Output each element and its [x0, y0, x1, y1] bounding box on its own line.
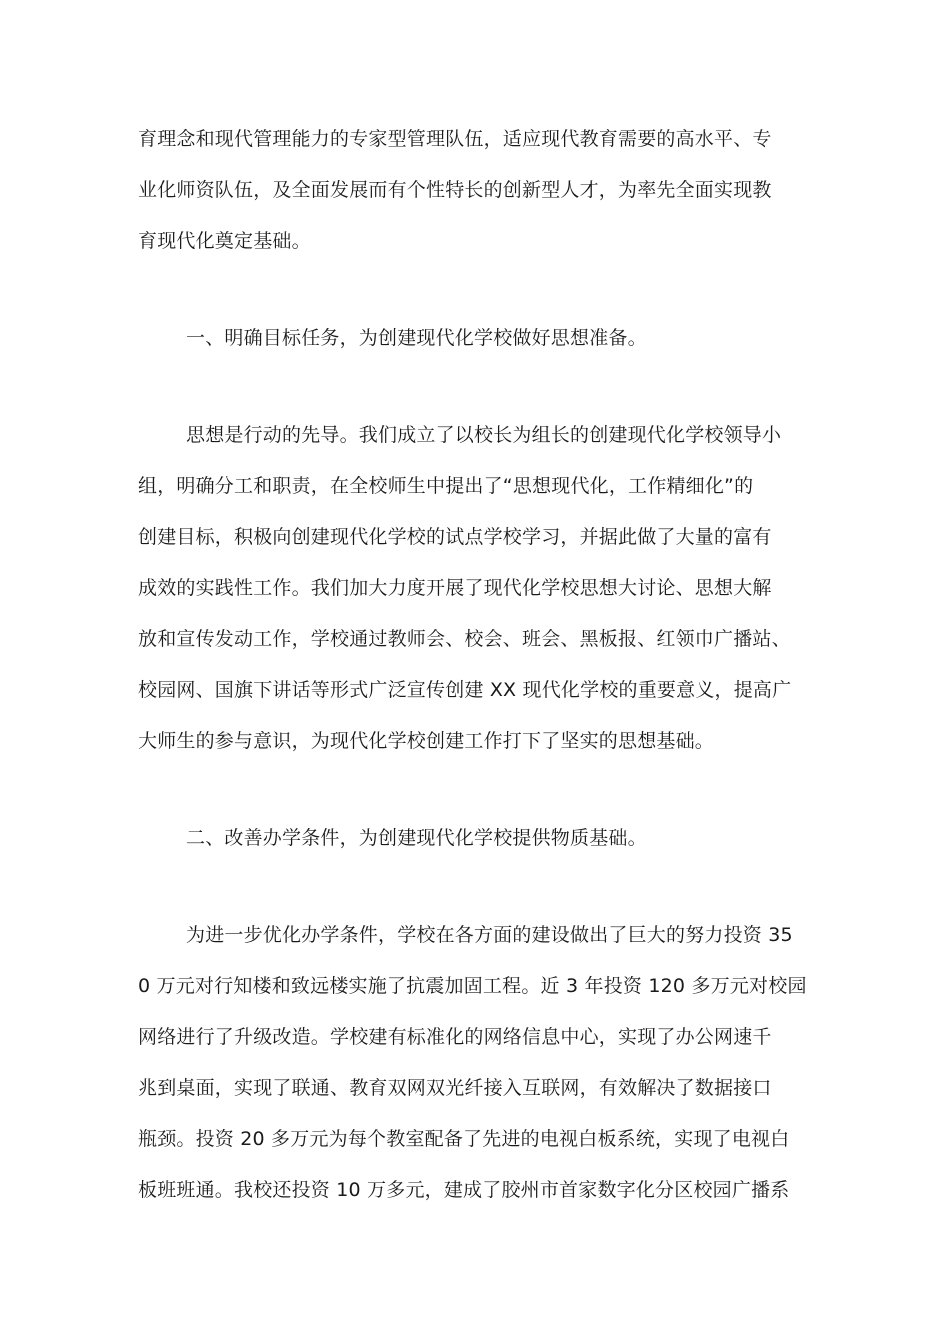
intro-line-1: 育理念和现代管理能力的专家型管理队伍，适应现代教育需要的高水平、专 — [138, 128, 772, 150]
para1-line-2: 组，明确分工和职责，在全校师生中提出了“思想现代化，工作精细化”的 — [138, 475, 754, 497]
para1-line-5: 放和宣传发动工作，学校通过教师会、校会、班会、黑板报、红领巾广播站、 — [138, 628, 791, 650]
para2-line-5: 瓶颈。投资 20 多万元为每个教室配备了先进的电视白板系统，实现了电视白 — [138, 1128, 790, 1150]
intro-line-3: 育现代化奠定基础。 — [138, 230, 311, 252]
para2-line-2: 0 万元对行知楼和致远楼实施了抗震加固工程。近 3 年投资 120 多万元对校园 — [138, 975, 807, 997]
para1-line-6: 校园网、国旗下讲话等形式广泛宣传创建 XX 现代化学校的重要意义，提高广 — [138, 679, 792, 701]
para2-line-3: 网络进行了升级改造。学校建有标准化的网络信息中心，实现了办公网速千 — [138, 1026, 772, 1048]
para1-line-4: 成效的实践性工作。我们加大力度开展了现代化学校思想大讨论、思想大解 — [138, 577, 772, 599]
para2-line-4: 兆到桌面，实现了联通、教育双网双光纤接入互联网，有效解决了数据接口 — [138, 1077, 772, 1099]
para1-line-7: 大师生的参与意识，为现代化学校创建工作打下了坚实的思想基础。 — [138, 730, 715, 752]
section-heading-2: 二、改善办学条件，为创建现代化学校提供物质基础。 — [186, 827, 647, 849]
para1-line-3: 创建目标，积极向创建现代化学校的试点学校学习，并据此做了大量的富有 — [138, 526, 772, 548]
section-heading-1: 一、明确目标任务，为创建现代化学校做好思想准备。 — [186, 327, 647, 349]
para2-line-1: 为进一步优化办学条件，学校在各方面的建设做出了巨大的努力投资 35 — [186, 924, 793, 946]
para2-line-6: 板班班通。我校还投资 10 万多元，建成了胶州市首家数字化分区校园广播系 — [138, 1179, 790, 1201]
intro-line-2: 业化师资队伍，及全面发展而有个性特长的创新型人才，为率先全面实现教 — [138, 179, 772, 201]
para1-line-1: 思想是行动的先导。我们成立了以校长为组长的创建现代化学校领导小 — [186, 424, 782, 446]
